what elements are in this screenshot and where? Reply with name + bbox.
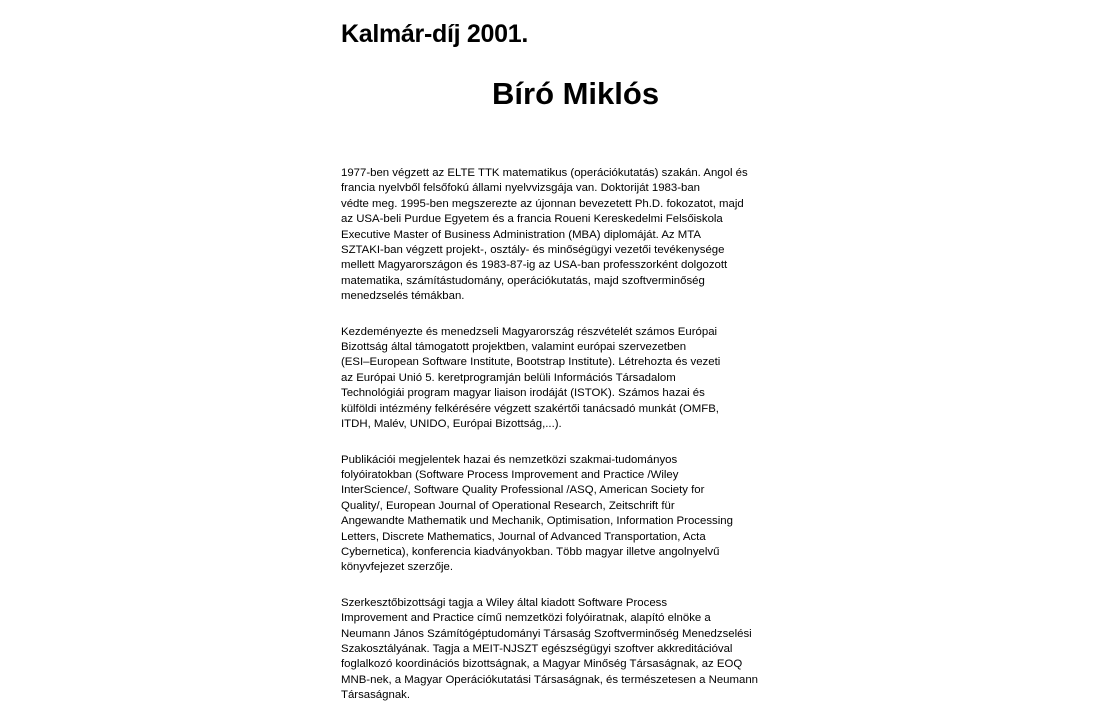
text-line: az USA-beli Purdue Egyetem és a francia Roueni Kereskedelmi Felsőiskola (341, 213, 723, 226)
bio-paragraph-publications (341, 453, 831, 576)
text-line: Technológiái program magyar liaison irodáját (ISTOK). Számos hazai és (341, 387, 705, 400)
text-line: könyvfejezet szerzője. (341, 561, 454, 574)
bio-paragraph-education (341, 166, 831, 305)
text-line: ITDH, Malév, UNIDO, Európai Bizottság,...). (341, 418, 562, 431)
text-line: Angewandte Mathematik und Mechanik, Optimisation, Information Processing (341, 515, 733, 528)
award-title: Kalmár-díj 2001. (341, 20, 528, 48)
text-line: matematika, számítástudomány, operációkutatás, majd szoftverminőség (341, 274, 705, 287)
text-line: francia nyelvből felsőfokú állami nyelvvizsgája van. Doktoriját 1983-ban (341, 182, 700, 195)
text-line: menedzselés témákban. (341, 290, 465, 303)
biography (341, 166, 831, 724)
text-line: Neumann János Számítógéptudományi Társaság Szoftverminőség Menedzselési (341, 627, 752, 640)
bio-paragraph-memberships (341, 596, 831, 704)
text-line: Szerkesztőbizottsági tagja a Wiley által kiadott Software Process (341, 596, 668, 609)
bio-paragraph-projects (341, 325, 831, 433)
text-line: SZTAKI-ban végzett projekt-, osztály- és minőségügyi vezetői tevékenysége (341, 244, 725, 257)
text-line: InterScience/, Software Quality Professional /ASQ, American Society for (341, 484, 705, 497)
text-line: Szakosztályának. Tagja a MEIT-NJSZT egészségügyi szoftver akkreditációval (341, 642, 733, 655)
text-line: mellett Magyarországon és 1983-87-ig az USA-ban professzorként dolgozott (341, 259, 728, 272)
text-line: Bizottság által támogatott projektben, valamint európai szervezetben (341, 341, 687, 354)
text-line: az Európai Unió 5. keretprogramján belüli Információs Társadalom (341, 371, 676, 384)
text-line: védte meg. 1995-ben megszerezte az újonnan bevezetett Ph.D. fokozatot, majd (341, 197, 744, 210)
text-line: Improvement and Practice című nemzetközi folyóiratnak, alapító elnöke a (341, 612, 711, 625)
text-line: MNB-nek, a Magyar Operációkutatási Társaságnak, és természetesen a Neumann (341, 673, 759, 686)
text-line: (ESI–European Software Institute, Bootstrap Institute). Létrehozta és vezeti (341, 356, 721, 369)
text-line: külföldi intézmény felkérésére végzett szakértői tanácsadó munkát (OMFB, (341, 402, 719, 415)
text-line: Társaságnak. (341, 689, 411, 702)
text-line: folyóiratokban (Software Process Improvement and Practice /Wiley (341, 468, 679, 481)
text-line: Publikációi megjelentek hazai és nemzetközi szakmai-tudományos (341, 453, 678, 466)
text-line: Quality/, European Journal of Operational Research, Zeitschrift für (341, 499, 675, 512)
text-line: Cybernetica), konferencia kiadványokban. Több magyar illetve angolnyelvű (341, 545, 720, 558)
text-line: Kezdeményezte és menedzseli Magyarország részvételét számos Európai (341, 325, 718, 338)
text-line: foglalkozó koordinációs bizottságnak, a Magyar Minőség Társaságnak, az EOQ (341, 658, 743, 671)
text-line: Executive Master of Business Administration (MBA) diplomáját. Az MTA (341, 228, 701, 241)
text-line: 1977-ben végzett az ELTE TTK matematikus (operációkutatás) szakán. Angol és (341, 167, 748, 179)
text-line: Letters, Discrete Mathematics, Journal of Advanced Transportation, Acta (341, 530, 706, 543)
person-name: Bíró Miklós (492, 76, 660, 111)
